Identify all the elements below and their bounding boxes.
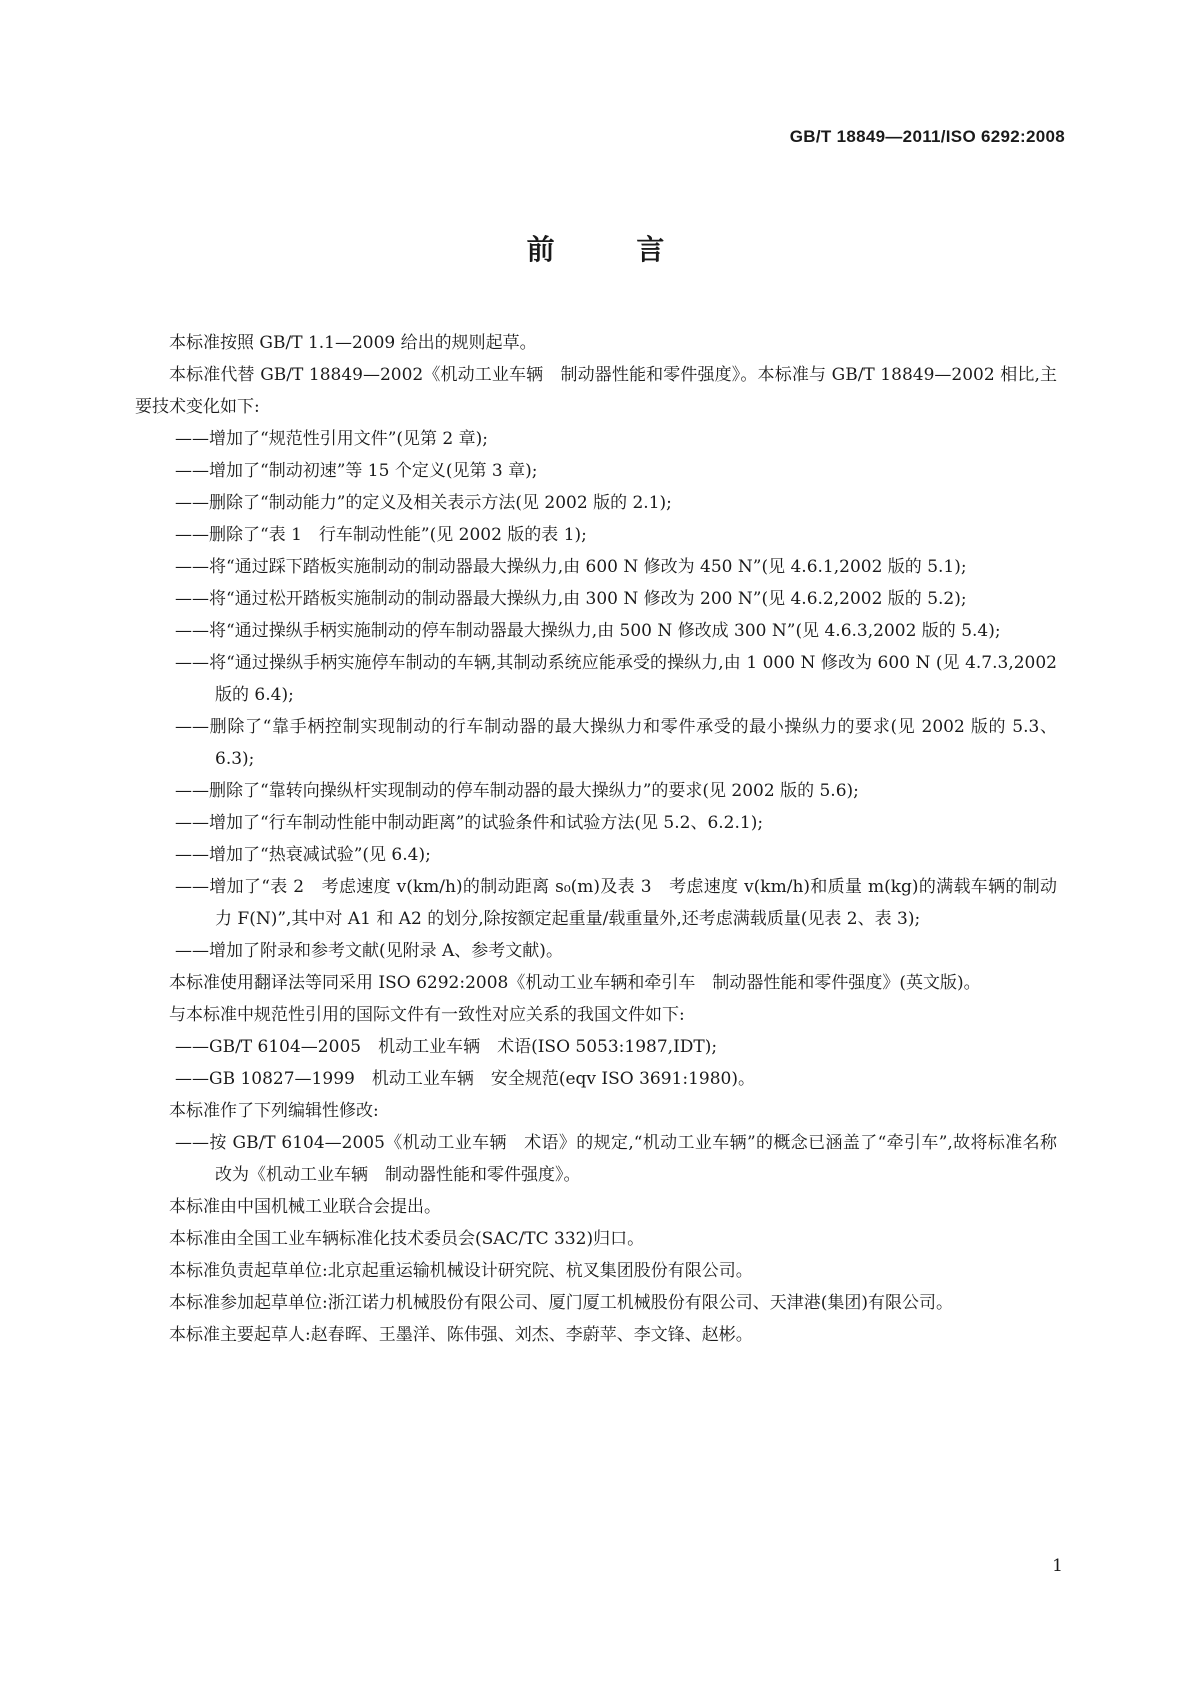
- change-list-item: ——增加了“规范性引用文件”(见第 2 章);: [175, 429, 488, 449]
- body-paragraph: 本标准作了下列编辑性修改:: [169, 1101, 379, 1121]
- body-paragraph: 本标准主要起草人:赵春晖、王墨洋、陈伟强、刘杰、李蔚苹、李文锋、赵彬。: [169, 1325, 753, 1345]
- body-paragraph: 本标准按照 GB/T 1.1—2009 给出的规则起草。: [169, 333, 537, 353]
- change-list-item: ——删除了“靠手柄控制实现制动的行车制动器的最大操纵力和零件承受的最小操纵力的要求(见 2002 版的 5.3、6.3);: [175, 717, 1057, 769]
- change-list-item: ——将“通过踩下踏板实施制动的制动器最大操纵力,由 600 N 修改为 450 N”(见 4.6.1,2002 版的 5.1);: [175, 557, 967, 577]
- body-paragraph: 本标准由中国机械工业联合会提出。: [169, 1197, 441, 1217]
- body-paragraph: 本标准由全国工业车辆标准化技术委员会(SAC/TC 332)归口。: [169, 1229, 645, 1249]
- change-list-item: ——增加了“热衰减试验”(见 6.4);: [175, 845, 431, 865]
- change-list-item: ——GB/T 6104—2005 机动工业车辆 术语(ISO 5053:1987,IDT);: [175, 1037, 718, 1057]
- change-list-item: ——增加了附录和参考文献(见附录 A、参考文献)。: [175, 941, 563, 961]
- body-paragraph: 本标准负责起草单位:北京起重运输机械设计研究院、杭叉集团股份有限公司。: [169, 1261, 753, 1281]
- page-number: 1: [1052, 1556, 1063, 1576]
- change-list-item: ——GB 10827—1999 机动工业车辆 安全规范(eqv ISO 3691:1980)。: [175, 1069, 755, 1089]
- body-paragraph: 与本标准中规范性引用的国际文件有一致性对应关系的我国文件如下:: [169, 1005, 685, 1025]
- page-title: 前 言: [526, 233, 701, 266]
- change-list-item: ——将“通过操纵手柄实施停车制动的车辆,其制动系统应能承受的操纵力,由 1 000 N 修改为 600 N (见 4.7.3,2002 版的 6.4);: [175, 653, 1057, 705]
- change-list-item: ——增加了“行车制动性能中制动距离”的试验条件和试验方法(见 5.2、6.2.1);: [175, 813, 764, 833]
- body-paragraph: 本标准代替 GB/T 18849—2002《机动工业车辆 制动器性能和零件强度》。本标准与 GB/T 18849—2002 相比,主要技术变化如下:: [135, 365, 1057, 417]
- change-list-item: ——增加了“制动初速”等 15 个定义(见第 3 章);: [175, 461, 538, 481]
- change-list-item: ——删除了“表 1 行车制动性能”(见 2002 版的表 1);: [175, 525, 587, 545]
- foreword-body: [135, 327, 1057, 1351]
- change-list-item: ——将“通过松开踏板实施制动的制动器最大操纵力,由 300 N 修改为 200 N”(见 4.6.2,2002 版的 5.2);: [175, 589, 967, 609]
- change-list-item: ——按 GB/T 6104—2005《机动工业车辆 术语》的规定,“机动工业车辆”的概念已涵盖了“牵引车”,故将标准名称改为《机动工业车辆 制动器性能和零件强度》。: [175, 1133, 1057, 1185]
- change-list-item: ——增加了“表 2 考虑速度 v(km/h)的制动距离 s₀(m)及表 3 考虑速度 v(km/h)和质量 m(kg)的满载车辆的制动力 F(N)”,其中对 A1 和 A2 的划分,除按额定起重量/载重量外,还考虑满载质量(见表 2、表 3);: [175, 877, 1057, 929]
- change-list-item: ——将“通过操纵手柄实施制动的停车制动器最大操纵力,由 500 N 修改成 300 N”(见 4.6.3,2002 版的 5.4);: [175, 621, 1001, 641]
- change-list-item: ——删除了“制动能力”的定义及相关表示方法(见 2002 版的 2.1);: [175, 493, 672, 513]
- body-paragraph: 本标准使用翻译法等同采用 ISO 6292:2008《机动工业车辆和牵引车 制动器性能和零件强度》(英文版)。: [169, 973, 981, 993]
- change-list-item: ——删除了“靠转向操纵杆实现制动的停车制动器的最大操纵力”的要求(见 2002 版的 5.6);: [175, 781, 859, 801]
- standard-code-header: GB/T 18849—2011/ISO 6292:2008: [789, 127, 1065, 146]
- body-paragraph: 本标准参加起草单位:浙江诺力机械股份有限公司、厦门厦工机械股份有限公司、天津港(集团)有限公司。: [169, 1293, 953, 1313]
